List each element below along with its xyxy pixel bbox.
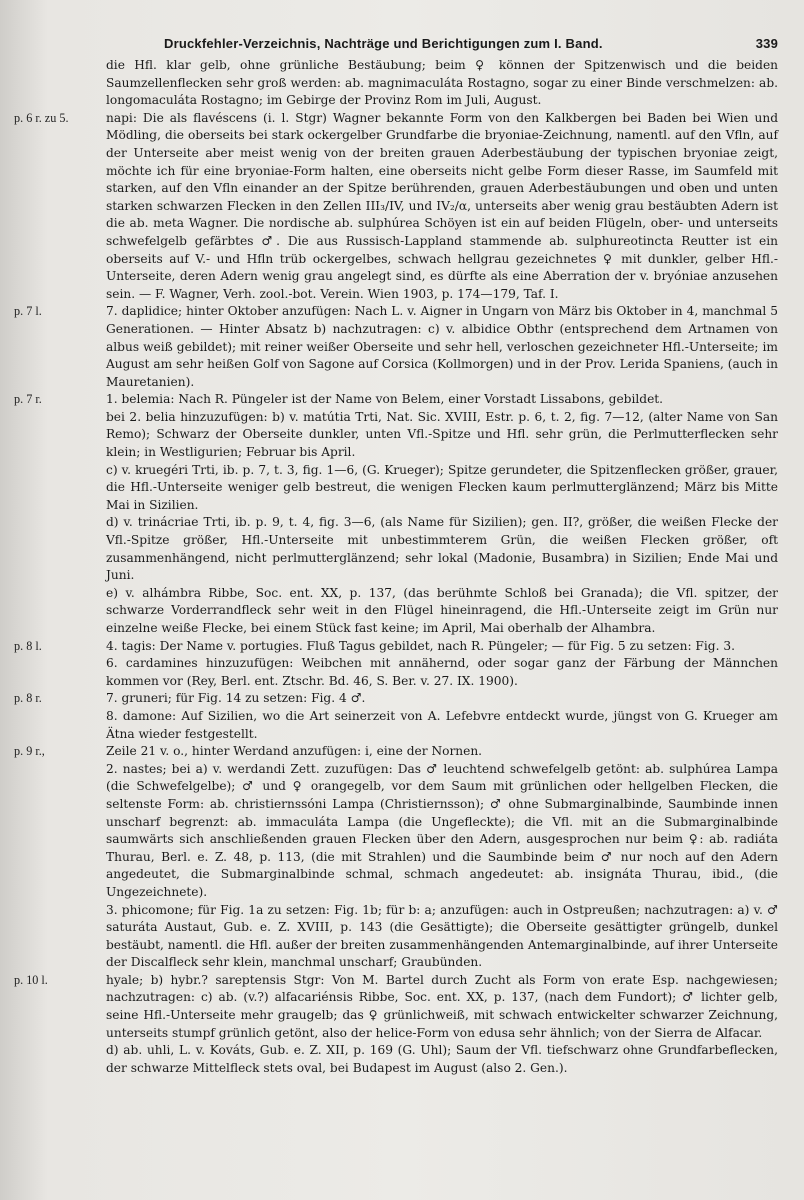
page-reference (14, 655, 106, 690)
page-reference (14, 57, 106, 110)
entry (14, 585, 778, 638)
entry (14, 708, 778, 743)
entry (14, 761, 778, 902)
page-reference: p. 6 r. zu 5. (14, 110, 69, 125)
entry (14, 902, 778, 972)
entry-text: 2. nastes; bei a) v. werdandi Zett. zuzufügen: Das ♂ leuchtend schwefelgelb getönt: ab. sulphúrea Lampa (die Schwefelgelbe); ♂ und ♀ orangegelb, vor dem Saum mit grünlichen oder hellgelben Flecken, die seltenste Form: ab. christiernssóni Lampa (Christiernsson); ♂ ohne Submarginalbinde, Saumbinde innen unscharf begrenzt: ab. immaculáta Lampa (die Ungefleckte); die Vfl. mit an die Submarginalbinde saumwärts sich anschließenden grauen Flecken über den Adern, ausgesprochen nur beim ♀: ab. radiáta Thurau, Berl. e. Z. 48, p. 113, (die mit Strahlen) und die Saumbinde beim ♂ nur noch auf den Adern angedeutet, die Submarginalbinde schmal, schmach angedeutet: ab. insignáta Thurau, ibid., (die Ungezeichnete). (106, 761, 778, 899)
entry (14, 303, 778, 391)
page-reference (14, 462, 106, 515)
entry (14, 690, 778, 708)
entry-text: Zeile 21 v. o., hinter Werdand anzufügen: i, eine der Nornen. (106, 744, 483, 759)
entry (14, 409, 778, 462)
entry-text: 4. tagis: Der Name v. portugies. Fluß Tagus gebildet, nach R. Püngeler; — für Fig. 5 zu setzen: Fig. 3. (106, 638, 735, 653)
page-reference: p. 10 l. (14, 972, 48, 987)
page-reference (14, 585, 106, 638)
entry-text: d) v. trinácriae Trti, ib. p. 9, t. 4, fig. 3—6, (als Name für Sizilien); gen. II?, größer, die weißen Flecke der Vfl.-Spitze größer, Hfl.-Unterseite mit unbestimmterem Grün, die weißen Flecken größer, oft zusammenhängend, nicht perlmutterglänzend; sehr lokal (Madonie, Busambra) in Sizilien; Ende Mai und Juni. (106, 515, 778, 583)
page-reference: p. 7 r. (14, 392, 42, 407)
page-reference (14, 902, 106, 972)
errata-entries (14, 57, 778, 1077)
entry-text: 6. cardamines hinzuzufügen: Weibchen mit annähernd, oder sogar ganz der Färbung der Männchen kommen vor (Rey, Berl. ent. Ztschr. Bd. 46, S. Ber. v. 27. IX. 1900). (106, 656, 778, 688)
entry (14, 462, 778, 515)
entry (14, 655, 778, 690)
entry (14, 743, 778, 761)
page-reference: p. 8 r. (14, 691, 42, 706)
entry-text: 8. damone: Auf Sizilien, wo die Art seinerzeit von A. Lefebvre entdeckt wurde, jüngst von G. Krueger am Ätna wieder festgestellt. (106, 708, 778, 741)
page-reference (14, 514, 106, 584)
entry-text: 7. daplidice; hinter Oktober anzufügen: Nach L. v. Aigner in Ungarn von März bis Oktober in 4, manchmal 5 Generationen. — Hinter Absatz b) nachzutragen: c) v. albidice Obthr (entsprechend dem Artnamen von albus weiß gebildet); mit reiner weißer Oberseite und sehr hell, verloschen gezeichneter Hfl.-Unterseite; im August am sehr heißen Golf von Sagone auf Corsica (Kollmorgen) und in der Prov. Lerida Spaniens, (auch in Mauretanien). (106, 304, 778, 389)
entry-text: 1. belemia: Nach R. Püngeler ist der Name von Belem, einer Vorstadt Lissabons, gebildet. (106, 392, 664, 407)
entry-text: e) v. alhámbra Ribbe, Soc. ent. XX, p. 137, (das berühmte Schloß bei Granada); die Vfl. spitzer, der schwarze Vorderrandfleck sehr weit in den Flügel hineinragend, die Hfl.-Unterseite zeigt im Grün nur einzelne weiße Flecke, bei einem Stück fast keine; im April, Mai oberhalb der Alhambra. (106, 585, 778, 635)
entry-text: hyale; b) hybr.? sareptensis Stgr: Von M. Bartel durch Zucht als Form von erate Esp. nachgewiesen; nachzutragen: c) ab. (v.?) alfacariénsis Ribbe, Soc. ent. XX, p. 137, (nach dem Fundort); ♂ lichter gelb, seine Hfl.-Unterseite mehr graugelb; das ♀ grünlichweiß, mit schwach entwickelter schwarzer Zeichnung, unterseits stumpf grünlich getönt, also der helice-Form von edusa sehr ähnlich; von der Sierra de Alfacar. (106, 972, 778, 1040)
entry-text: 3. phicomone; für Fig. 1a zu setzen: Fig. 1b; für b: a; anzufügen: auch in Ostpreußen; nachzutragen: a) v. ♂ saturáta Austaut, Gub. e. Z. XVIII, p. 143 (die Gesättigte); die Oberseite gesättigter grüngelb, dunkel bestäubt, namentl. die Hfl. außer der breiten zusammenhängenden Antemarginalbinde, auf ihrer Unterseite der Discalfleck sehr klein, manchmal unscharf; Graubünden. (106, 902, 778, 970)
entry (14, 638, 778, 656)
page-reference (14, 1042, 106, 1077)
entry (14, 110, 778, 304)
header-title: Druckfehler-Verzeichnis, Nachträge und Berichtigungen zum I. Band. (164, 36, 603, 51)
page-number: 339 (755, 36, 778, 51)
entry-text: napi: Die als flavéscens (i. l. Stgr) Wagner bekannte Form von den Kalkbergen bei Baden bei Wien und Mödling, die oberseits bei stark ockergelber Grundfarbe die bryoniae-Zeichnung, namentl. auf den Vfln, auf der Unterseite aber meist wenig von der breiten grauen Aderbestäubung der typischen bryoniae zeigt, möchte ich für eine bryoniae-Form halten, eine oberseits nicht gelbe Form dieser Rasse, im Saumfeld mit starken, auf den Vfln einander an der Spitze berührenden, grauen Aderbestäubungen und oben und unten starken schwarzen Flecken in den Zellen III₃/IV, und IV₂/α, unterseits aber wenig grau bestäubten Adern ist die ab. meta Wagner. Die nordische ab. sulphúrea Schöyen ist ein auf beiden Flügeln, ober- und unterseits schwefelgelb gefärbtes ♂. Die aus Russisch-Lappland stammende ab. sulphureotincta Reutter ist ein oberseits auf V.- und Hfln trüb ockergelbes, schwach hellgrau gezeichnetes ♀ mit dunkler, gelber Hfl.-Unterseite, deren Adern wenig grau angelegt sind, es dürfte als eine Aberration der v. bryóniae anzusehen sein. — F. Wagner, Verh. zool.-bot. Verein. Wien 1903, p. 174—179, Taf. I. (106, 110, 778, 301)
entry-text: d) ab. uhli, L. v. Kováts, Gub. e. Z. XII, p. 169 (G. Uhl); Saum der Vfl. tiefschwarz ohne Grundfarbeflecken, der schwarze Mittelfleck stets oval, bei Budapest im August (also 2. Gen.). (106, 1043, 778, 1075)
page-reference (14, 761, 106, 902)
entry (14, 57, 778, 110)
page-reference: p. 8 l. (14, 638, 42, 653)
entry (14, 1042, 778, 1077)
page-reference (14, 409, 106, 462)
page-reference: p. 9 r., (14, 744, 45, 759)
page-reference: p. 7 l. (14, 304, 42, 319)
running-header (14, 36, 778, 51)
entry-text: die Hfl. klar gelb, ohne grünliche Bestäubung; beim ♀ können der Spitzenwisch und die beiden Saumzellenflecken sehr groß werden: ab. magnimaculáta Rostagno, sogar zu einer Binde verschmelzen: ab. longomaculáta Rostagno; im Gebirge der Provinz Rom im Juli, August. (106, 58, 778, 108)
entry (14, 972, 778, 1042)
entry-text: 7. gruneri; für Fig. 14 zu setzen: Fig. 4 ♂. (106, 691, 366, 706)
entry-text: bei 2. belia hinzuzufügen: b) v. matútia Trti, Nat. Sic. XVIII, Estr. p. 6, t. 2, fig. 7—12, (alter Name von San Remo); Schwarz der Oberseite dunkler, unten Vfl.-Spitze und Hfl. sehr grün, die Perlmutterflecken sehr klein; in Westligurien; Februar bis April. (106, 409, 778, 460)
entry (14, 514, 778, 584)
entry (14, 391, 778, 409)
entry-text: c) v. kruegéri Trti, ib. p. 7, t. 3, fig. 1—6, (G. Krueger); Spitze gerundeter, die Spitzenflecken größer, grauer, die Hfl.-Unterseite weniger gelb bestreut, die wenigen Flecken kaum perlmutterglänzend; März bis Mitte Mai in Sizilien. (106, 462, 778, 512)
page-reference (14, 708, 106, 743)
